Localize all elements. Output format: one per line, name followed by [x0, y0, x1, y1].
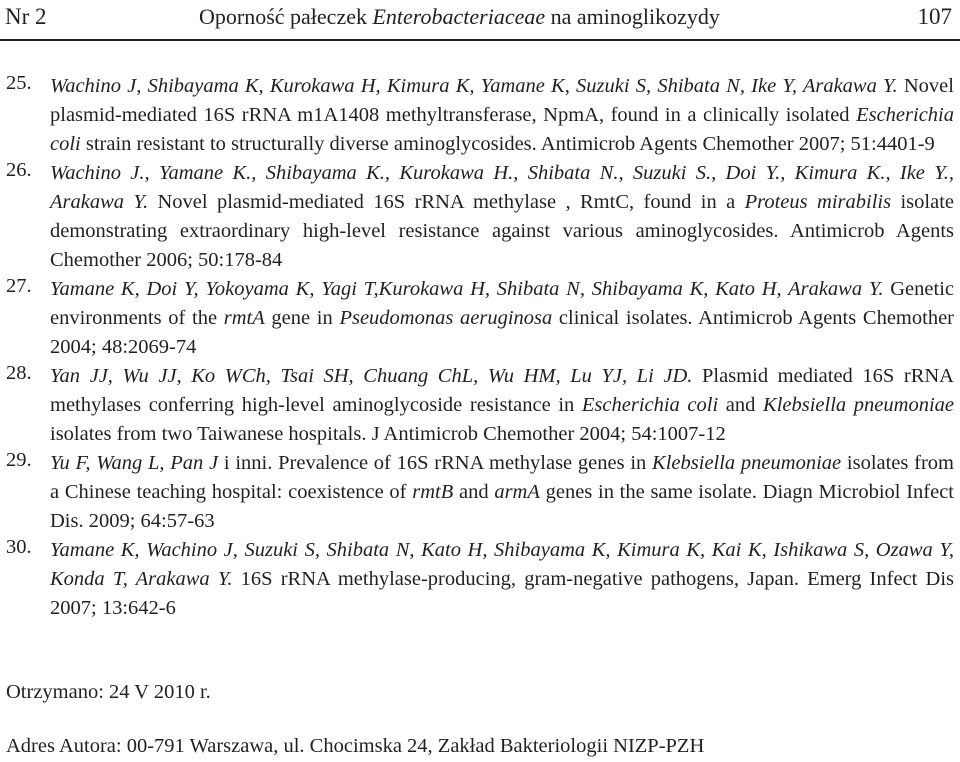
- reference-authors: Yu F, Wang L, Pan J: [50, 452, 219, 474]
- reference-title: Novel plasmid-mediated 16S rRNA methylase , RmtC, found in a: [148, 191, 745, 213]
- gene-name: rmtB: [412, 481, 454, 503]
- reference-text: [50, 449, 954, 536]
- reference-text: [50, 72, 954, 159]
- reference-number: 27.: [6, 275, 32, 297]
- reference-number: 29.: [6, 449, 32, 471]
- reference-authors: Yamane K, Doi Y, Yokoyama K, Yagi T,Kurokawa H, Shibata N, Shibayama K, Kato H, Arakawa Y.: [50, 278, 884, 300]
- running-title-prefix: Oporność pałeczek: [199, 4, 373, 29]
- reference-text: [50, 275, 954, 362]
- reference-title: Novel plasmid-mediated 16S rRNA m1A1408 methyltransferase, NpmA, found in a clinically isolated: [50, 75, 954, 126]
- reference-source: genes in the same isolate. Diagn Microbiol Infect Dis. 2009; 64:57-63: [50, 481, 954, 532]
- reference-title: Genetic environments of the: [50, 278, 954, 329]
- reference-title: i inni. Prevalence of 16S rRNA methylase genes in: [218, 452, 653, 474]
- running-title: [199, 4, 720, 30]
- reference-title-cont: and: [718, 394, 764, 416]
- running-title-suffix: na aminoglikozydy: [545, 4, 720, 29]
- species-name: Proteus mirabilis: [744, 191, 892, 213]
- reference-source: 16S rRNA methylase-producing, gram-negative pathogens, Japan. Emerg Infect Dis 2007; 13:642-6: [50, 568, 954, 619]
- reference-text: [50, 159, 954, 275]
- reference-authors: Wachino J, Shibayama K, Kurokawa H, Kimura K, Yamane K, Suzuki S, Shibata N, Ike Y, Arakawa Y.: [50, 75, 898, 97]
- reference-source: isolates from two Taiwanese hospitals. J Antimicrob Chemother 2004; 54:1007-12: [50, 423, 726, 445]
- page-number: 107: [917, 4, 952, 29]
- species-name: Escherichia coli: [581, 394, 719, 416]
- reference-number: 25.: [6, 72, 32, 94]
- reference-authors: Yan JJ, Wu JJ, Ko WCh, Tsai SH, Chuang ChL, Wu HM, Lu YJ, Li JD.: [50, 365, 693, 387]
- species-name: Klebsiella pneumoniae: [652, 452, 842, 474]
- reference-title: Plasmid mediated 16S rRNA methylases conferring high-level aminoglycoside resistance in: [50, 365, 954, 416]
- reference-text: [50, 362, 954, 449]
- reference-source: strain resistant to structurally diverse aminoglycosides. Antimicrob Agents Chemother 2007; 51:4401-9: [80, 133, 935, 155]
- reference-source: clinical isolates. Antimicrob Agents Chemother 2004; 48:2069-74: [50, 307, 954, 358]
- author-address: Adres Autora: 00-791 Warszawa, ul. Chocimska 24, Zakład Bakteriologii NIZP-PZH: [6, 735, 705, 757]
- reference-28: [0, 362, 954, 449]
- header-rule: [0, 39, 960, 41]
- reference-title-cont: isolates from a Chinese teaching hospital: coexistence of: [50, 452, 954, 503]
- gene-name: rmtA: [223, 307, 265, 329]
- reference-text: [50, 536, 954, 623]
- reference-30: [0, 536, 954, 623]
- received-date: Otrzymano: 24 V 2010 r.: [6, 681, 211, 703]
- reference-source: isolate demonstrating extraordinary high-level resistance against various aminoglycosides. Antimicrob Agents Chemother 2006; 50:178-84: [50, 191, 954, 271]
- issue-number: Nr 2: [5, 4, 47, 29]
- page-header: [0, 0, 960, 34]
- species-name: Pseudomonas aeruginosa: [339, 307, 553, 329]
- gene-name: armA: [494, 481, 540, 503]
- reference-list: [0, 72, 954, 623]
- reference-26: [0, 159, 954, 275]
- reference-29: [0, 449, 954, 536]
- species-name: Escherichia coli: [50, 104, 954, 155]
- reference-25: [0, 72, 954, 159]
- reference-title-cont: and: [453, 481, 495, 503]
- species-name: Klebsiella pneumoniae: [763, 394, 954, 416]
- reference-number: 30.: [6, 536, 32, 558]
- reference-number: 28.: [6, 362, 32, 384]
- reference-27: [0, 275, 954, 362]
- running-title-italic: Enterobacteriaceae: [372, 4, 546, 29]
- reference-title-cont: gene in: [264, 307, 340, 329]
- reference-authors: Wachino J., Yamane K., Shibayama K., Kurokawa H., Shibata N., Suzuki S., Doi Y., Kimura K., Ike Y., Arakawa Y.: [50, 162, 954, 213]
- reference-number: 26.: [6, 159, 32, 181]
- reference-authors: Yamane K, Wachino J, Suzuki S, Shibata N, Kato H, Shibayama K, Kimura K, Kai K, Ishikawa S, Ozawa Y, Konda T, Arakawa Y.: [50, 539, 954, 590]
